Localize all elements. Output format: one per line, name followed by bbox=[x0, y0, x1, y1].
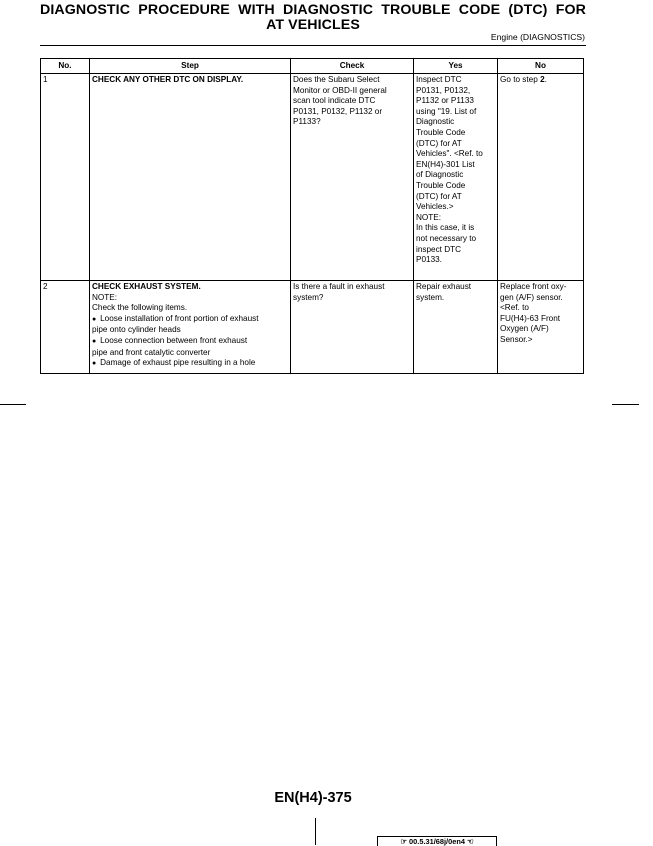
yes-line: inspect DTC bbox=[416, 244, 462, 254]
check-line: Does the Subaru Select bbox=[293, 75, 380, 84]
check-line: scan tool indicate DTC bbox=[293, 96, 376, 106]
column-header-yes: Yes bbox=[414, 59, 498, 74]
no-line: Replace front oxy- bbox=[500, 282, 567, 291]
no-line: <Ref. to bbox=[500, 303, 529, 313]
yes-line: P0131, P0132, bbox=[416, 85, 471, 95]
yes-cell bbox=[414, 281, 498, 374]
yes-line: Inspect DTC bbox=[416, 75, 462, 84]
yes-line: Vehicles". <Ref. to bbox=[416, 149, 483, 159]
column-header-no: No. bbox=[41, 59, 90, 74]
no-cell bbox=[498, 281, 584, 374]
step-cell bbox=[90, 74, 291, 281]
yes-line: of Diagnostic bbox=[416, 170, 464, 180]
header-rule bbox=[40, 45, 586, 46]
yes-line: In this case, it is bbox=[416, 223, 475, 233]
yes-line: P0133. bbox=[416, 255, 442, 265]
yes-line: not necessary to bbox=[416, 233, 477, 243]
step-cell bbox=[90, 281, 291, 374]
yes-line: (DTC) for AT bbox=[416, 138, 462, 148]
crop-mark-right bbox=[612, 404, 639, 405]
page-number: EN(H4)-375 bbox=[274, 790, 352, 806]
no-line: gen (A/F) sensor. bbox=[500, 292, 563, 302]
no-text-suffix: . bbox=[544, 75, 547, 84]
table-row bbox=[41, 281, 584, 374]
no-line: Sensor.> bbox=[500, 334, 533, 344]
crop-mark-left bbox=[0, 404, 26, 405]
table-header-row bbox=[41, 59, 584, 74]
step-number: 2 bbox=[41, 281, 90, 374]
no-line: FU(H4)-63 Front bbox=[500, 313, 561, 323]
no-cell bbox=[498, 74, 584, 281]
yes-line: using "19. List of bbox=[416, 106, 477, 116]
yes-line: (DTC) for AT bbox=[416, 191, 462, 201]
no-text-prefix: Go to step bbox=[500, 75, 541, 84]
title-line-2: AT VEHICLES bbox=[266, 17, 360, 33]
yes-line: Repair exhaust bbox=[416, 282, 472, 291]
step-list-item: ● Loose installation of front portion of exhaust bbox=[92, 314, 288, 326]
step-title: CHECK ANY OTHER DTC ON DISPLAY. bbox=[92, 75, 244, 84]
yes-line: Trouble Code bbox=[416, 127, 466, 137]
diagnostic-table bbox=[40, 58, 584, 374]
yes-line: EN(H4)-301 List bbox=[416, 159, 475, 169]
yes-cell bbox=[414, 74, 498, 281]
step-list-item-continuation: pipe and front catalytic converter bbox=[92, 347, 211, 357]
check-line: system? bbox=[293, 292, 324, 302]
no-line: Oxygen (A/F) bbox=[500, 324, 549, 334]
step-title: CHECK EXHAUST SYSTEM. bbox=[92, 282, 201, 291]
yes-line: Vehicles.> bbox=[416, 202, 454, 212]
check-line: Monitor or OBD-II general bbox=[293, 85, 387, 95]
check-cell bbox=[291, 74, 414, 281]
yes-line: system. bbox=[416, 292, 445, 302]
yes-line: P1132 or P1133 bbox=[416, 96, 474, 106]
column-header-no-result: No bbox=[498, 59, 584, 74]
check-line: P1133? bbox=[293, 117, 321, 127]
yes-line: NOTE: bbox=[416, 212, 442, 222]
step-list-item-continuation: pipe onto cylinder heads bbox=[92, 325, 181, 335]
step-list-item: ● Loose connection between front exhaust bbox=[92, 336, 288, 348]
yes-line: Diagnostic bbox=[416, 117, 455, 127]
document-code: ☞ 00.5.31/68j/0en4 ☜ bbox=[377, 836, 497, 846]
step-note: NOTE: bbox=[92, 292, 118, 302]
check-line: Is there a fault in exhaust bbox=[293, 282, 385, 291]
footer-vertical-rule bbox=[315, 818, 316, 845]
check-cell bbox=[291, 281, 414, 374]
no-step-link[interactable]: 2 bbox=[540, 75, 545, 84]
step-intro: Check the following items. bbox=[92, 303, 188, 313]
column-header-step: Step bbox=[90, 59, 291, 74]
check-line: P0131, P0132, P1132 or bbox=[293, 106, 383, 116]
step-number: 1 bbox=[41, 74, 90, 281]
page-title bbox=[40, 3, 586, 33]
title-line-1: DIAGNOSTIC PROCEDURE WITH DIAGNOSTIC TROUBLE CODE (DTC) FOR bbox=[40, 2, 586, 18]
section-label: Engine (DIAGNOSTICS) bbox=[490, 32, 585, 42]
column-header-check: Check bbox=[291, 59, 414, 74]
yes-line: Trouble Code bbox=[416, 180, 466, 190]
step-list-item: ● Damage of exhaust pipe resulting in a hole bbox=[92, 358, 288, 370]
table-row bbox=[41, 74, 584, 281]
